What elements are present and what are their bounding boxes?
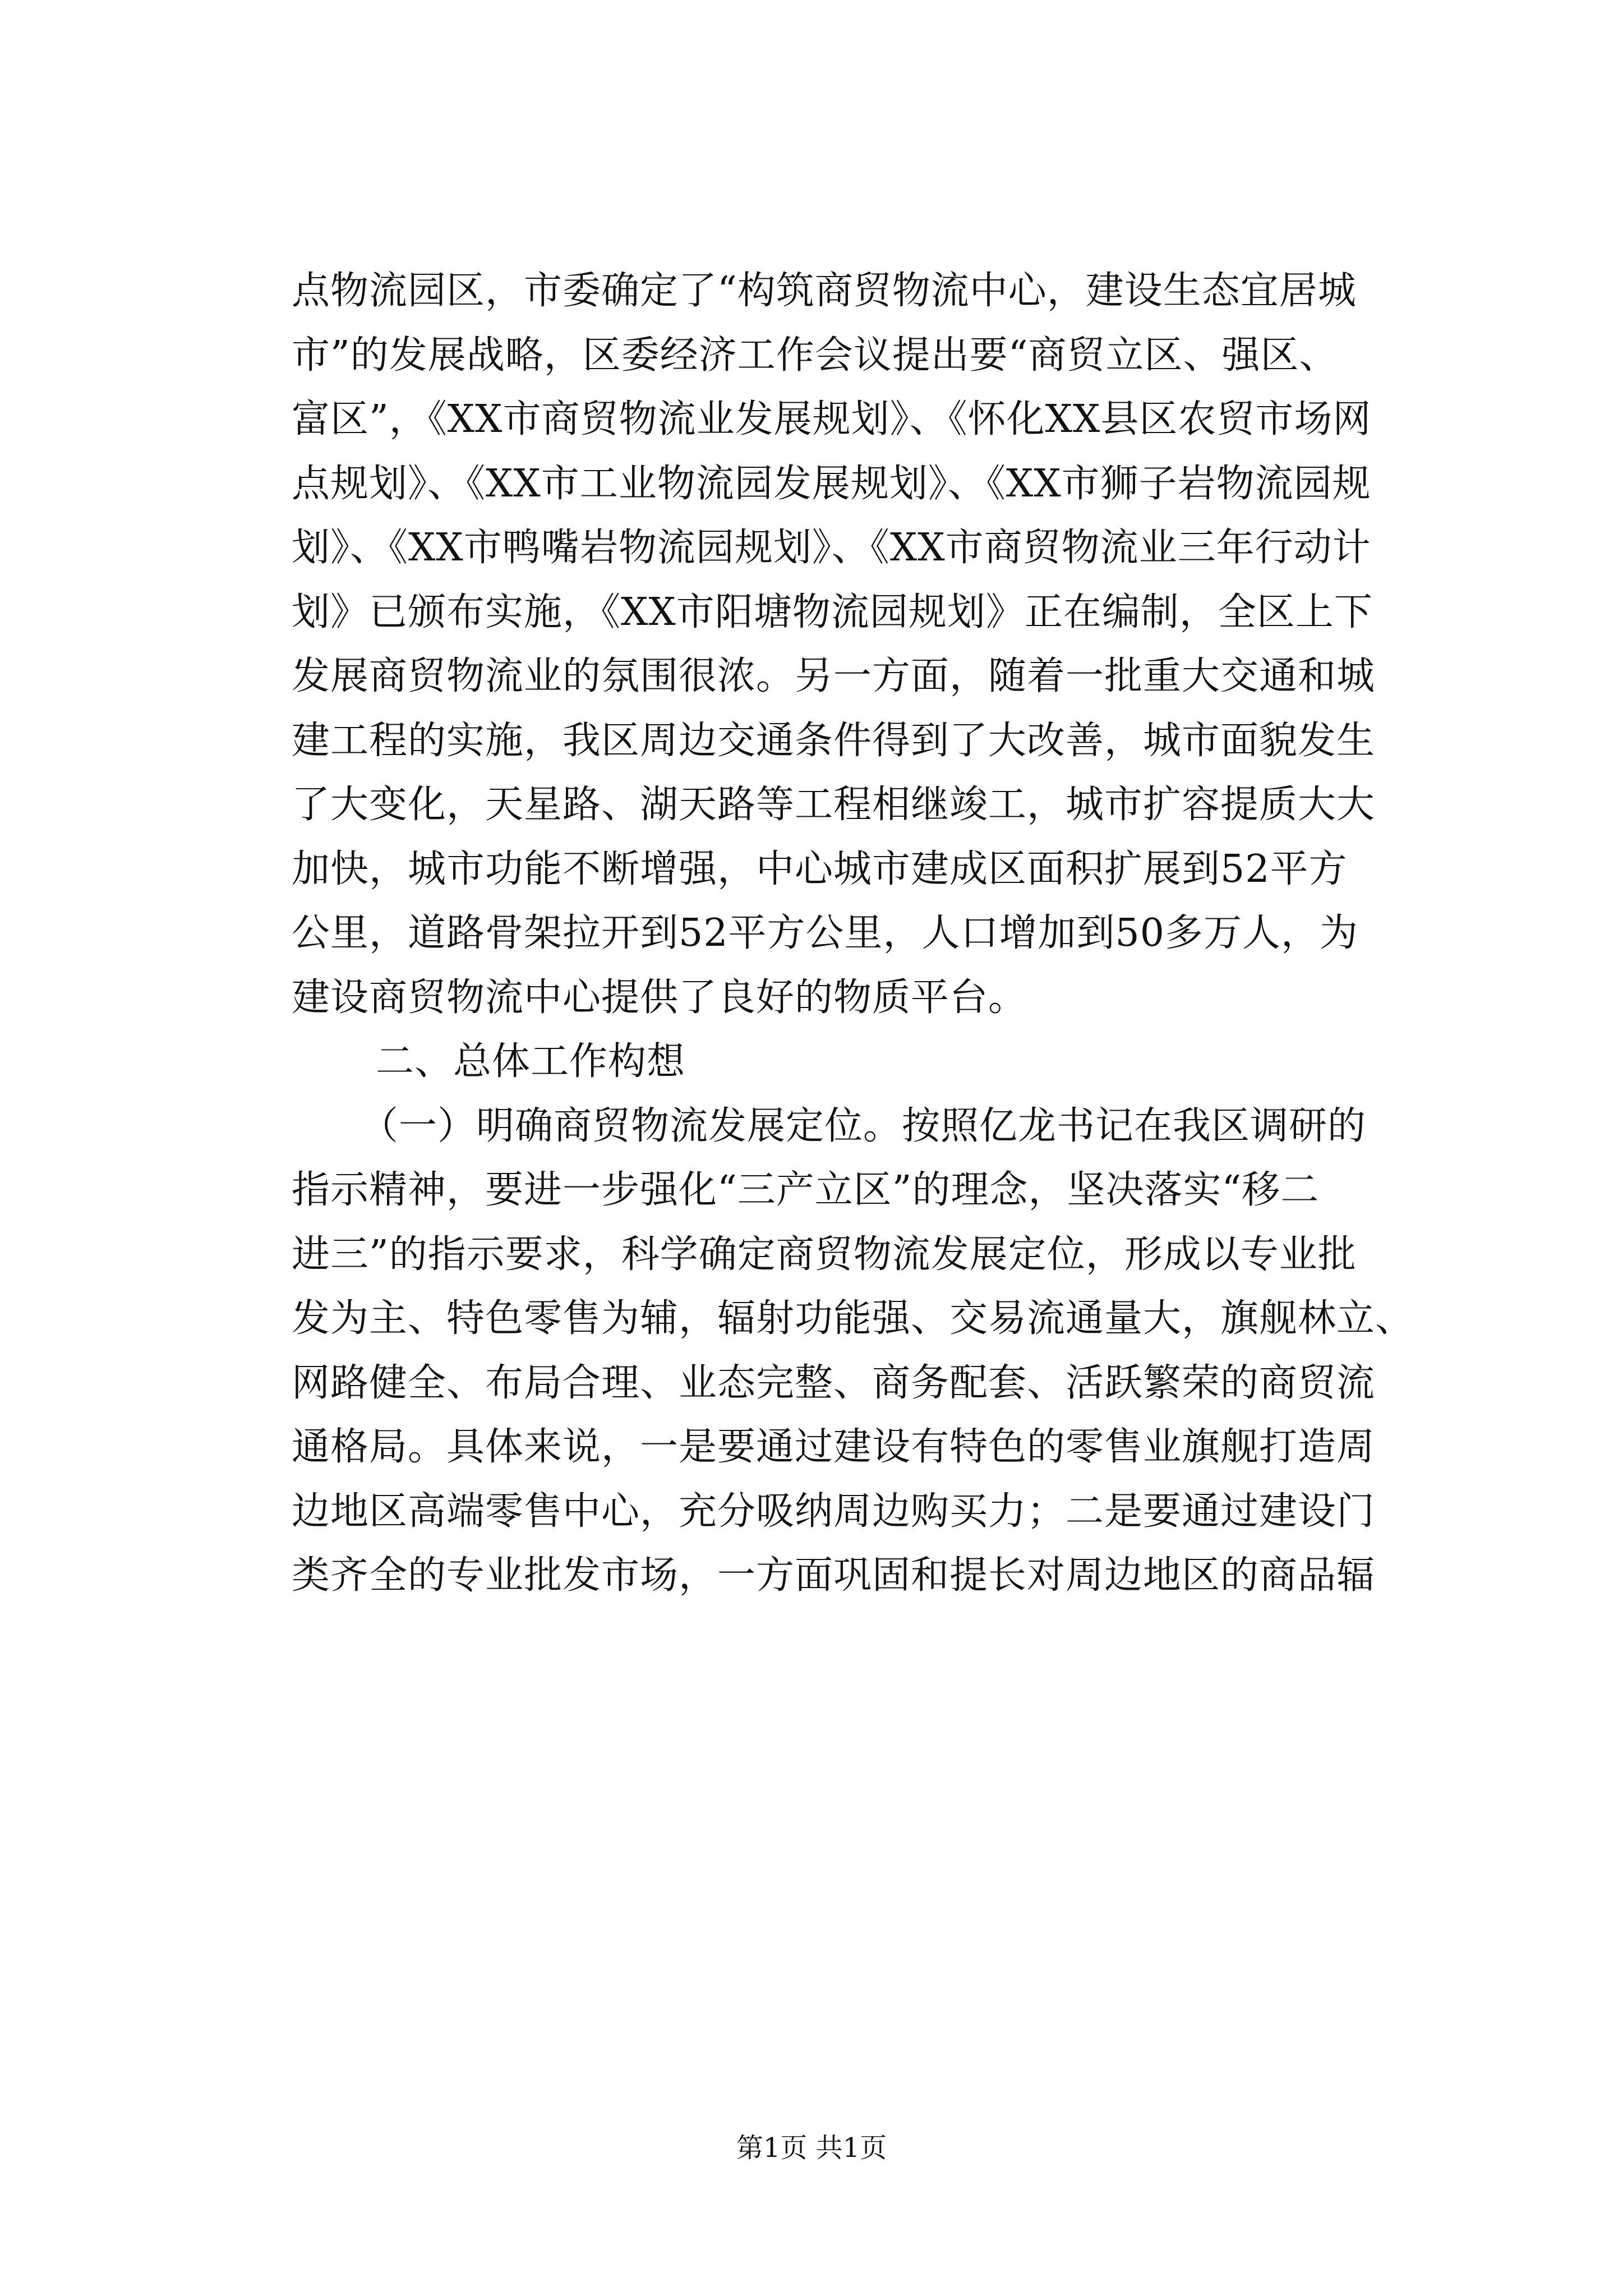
body-line: 建工程的实施，我区周边交通条件得到了大改善，城市面貌发生 [292, 718, 1376, 763]
body-line: 了大变化，天星路、湖天路等工程相继竣工，城市扩容提质大大 [292, 783, 1376, 827]
body-line: 网路健全、布局合理、业态完整、商务配套、活跃繁荣的商贸流 [292, 1360, 1376, 1405]
body-line: 通格局。具体来说，一是要通过建设有特色的零售业旗舰打造周 [292, 1425, 1376, 1469]
body-line: 建设商贸物流中心提供了良好的物质平台。 [292, 975, 1027, 1020]
body-line: 发为主、特色零售为辅，辐射功能强、交易流通量大，旗舰林立、 [292, 1296, 1414, 1341]
body-line: 发展商贸物流业的氛围很浓。另一方面，随着一批重大交通和城 [292, 654, 1376, 698]
body-line: 公里，道路骨架拉开到52平方公里，人口增加到50多万人，为 [292, 911, 1359, 955]
body-line: 市”的发展战略，区委经济工作会议提出要“商贸立区、强区、 [292, 333, 1338, 378]
body-line: 划》已颁布实施，《XX市阳塘物流园规划》正在编制，全区上下 [292, 590, 1373, 634]
body-line: 类齐全的专业批发市场，一方面巩固和提长对周边地区的商品辐 [292, 1553, 1376, 1598]
body-line: 指示精神，要进一步强化“三产立区”的理念，坚决落实“移二 [292, 1168, 1320, 1212]
body-line: 进三”的指示要求，科学确定商贸物流发展定位，形成以专业批 [292, 1232, 1357, 1277]
body-line: 点物流园区，市委确定了“构筑商贸物流中心，建设生态宜居城 [292, 269, 1357, 313]
body-line: 富区”，《XX市商贸物流业发展规划》、《怀化XX县区农贸市场网 [292, 397, 1372, 441]
body-line: 加快，城市功能不断增强，中心城市建成区面积扩展到52平方 [292, 846, 1348, 891]
body-line: （一）明确商贸物流发展定位。按照亿龙书记在我区调研的 [360, 1103, 1367, 1148]
body-line: 点规划》、《XX市工业物流园发展规划》、《XX市狮子岩物流园规 [292, 461, 1371, 506]
page-footer: 第1页 共1页 [736, 2132, 887, 2164]
section-heading: 二、总体工作构想 [376, 1039, 686, 1084]
body-line: 划》、《XX市鸭嘴岩物流园规划》、《XX市商贸物流业三年行动计 [292, 526, 1371, 570]
body-line: 边地区高端零售中心，充分吸纳周边购买力；二是要通过建设门 [292, 1489, 1376, 1534]
body-text [292, 259, 1414, 1608]
